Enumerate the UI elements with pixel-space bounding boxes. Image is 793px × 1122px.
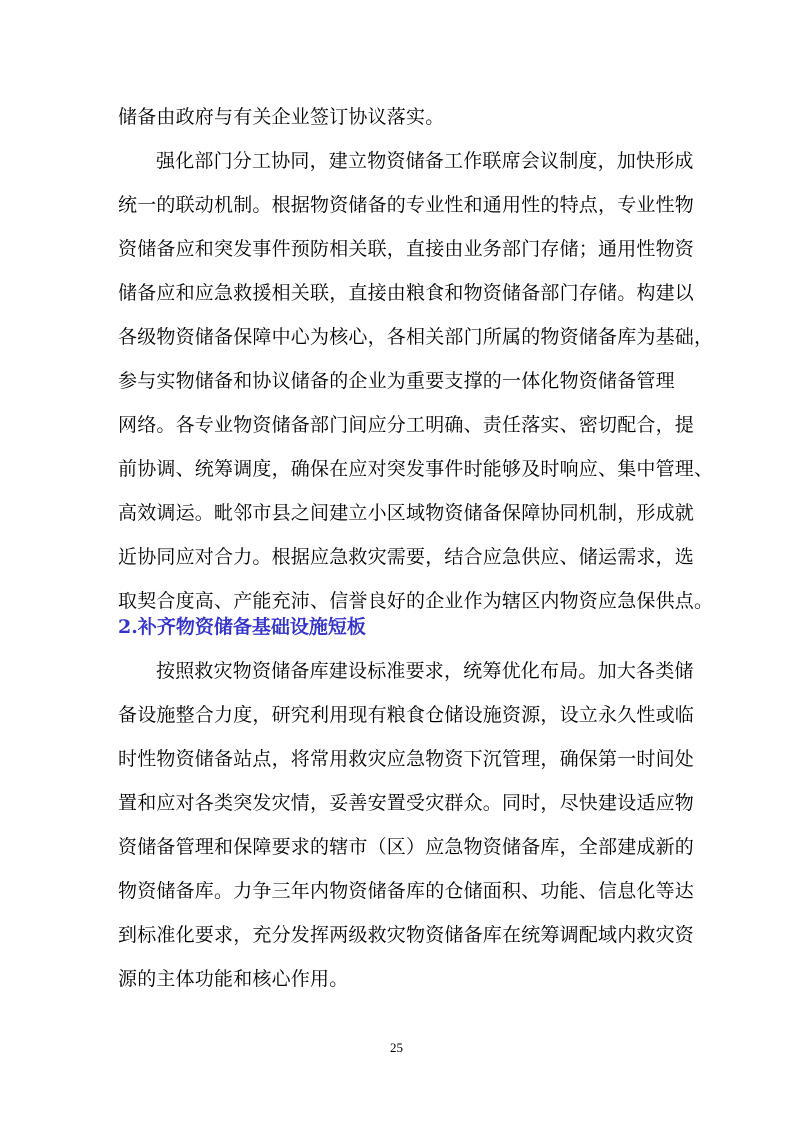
- paragraph-line: 参与实物储备和协议储备的企业为重要支撑的一体化物资储备管理: [118, 370, 675, 392]
- paragraph-line: 物资储备库。力争三年内物资储备库的仓储面积、功能、信息化等达: [118, 880, 695, 902]
- paragraph-line: 时性物资储备站点，将常用救灾应急物资下沉管理，确保第一时间处: [118, 748, 695, 770]
- paragraph-line: 强化部门分工协同，建立物资储备工作联席会议制度，加快形成: [156, 150, 694, 172]
- paragraph-line: 资储备管理和保障要求的辖市（区）应急物资储备库，全部建成新的: [118, 836, 695, 858]
- paragraph-line: 储备由政府与有关企业签订协议落实。: [118, 106, 445, 128]
- paragraph-line: 网络。各专业物资储备部门间应分工明确、责任落实、密切配合，提: [118, 414, 695, 436]
- paragraph-line: 备设施整合力度，研究利用现有粮食仓储设施资源，设立永久性或临: [118, 704, 695, 726]
- paragraph-line: 源的主体功能和核心作用。: [118, 968, 349, 990]
- paragraph-line: 高效调运。毗邻市县之间建立小区域物资储备保障协同机制，形成就: [118, 502, 695, 524]
- paragraph-line: 统一的联动机制。根据物资储备的专业性和通用性的特点，专业性物: [118, 194, 695, 216]
- paragraph-line: 各级物资储备保障中心为核心，各相关部门所属的物资储备库为基础，: [118, 326, 714, 348]
- paragraph-line: 资储备应和突发事件预防相关联，直接由业务部门存储；通用性物资: [118, 238, 695, 260]
- paragraph-line: 到标准化要求，充分发挥两级救灾物资储备库在统筹调配域内救灾资: [118, 924, 695, 946]
- page-number: 25: [390, 1040, 403, 1055]
- paragraph-line: 置和应对各类突发灾情，妥善安置受灾群众。同时，尽快建设适应物: [118, 792, 695, 814]
- paragraph-line: 近协同应对合力。根据应急救灾需要，结合应急供应、储运需求，选: [118, 546, 695, 568]
- paragraph-line: 储备应和应急救援相关联，直接由粮食和物资储备部门存储。构建以: [118, 282, 695, 304]
- paragraph-line: 按照救灾物资储备库建设标准要求，统筹优化布局。加大各类储: [156, 660, 694, 682]
- paragraph-line: 前协调、统筹调度，确保在应对突发事件时能够及时响应、集中管理、: [118, 458, 714, 480]
- paragraph-line: 取契合度高、产能充沛、信誉良好的企业作为辖区内物资应急保供点。: [118, 590, 714, 612]
- section-heading: 2.补齐物资储备基础设施短板: [118, 616, 366, 638]
